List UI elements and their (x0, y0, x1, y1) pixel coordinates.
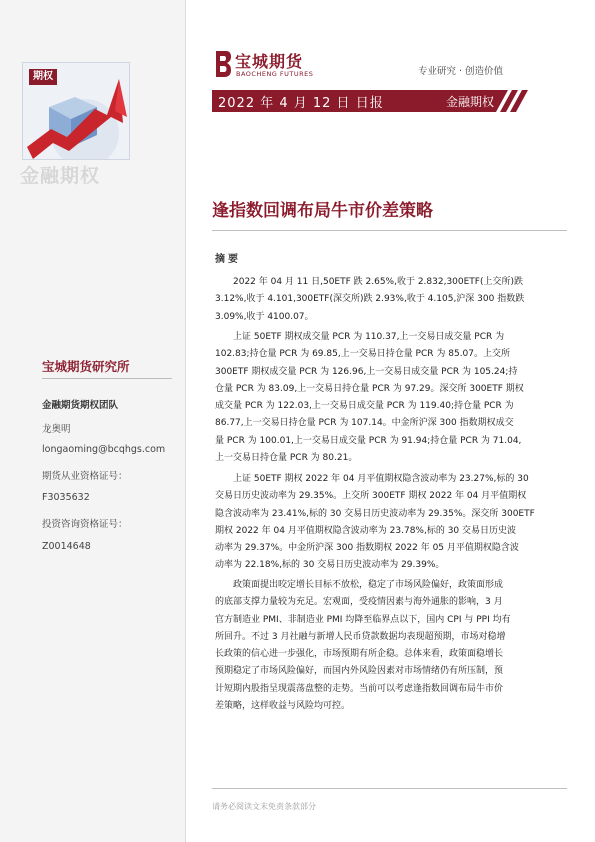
text-line: 成交量 PCR 为 122.03,上一交易日成交量 PCR 为 119.40;持仓量 PCR 为 (215, 401, 514, 412)
text-line: 上证 50ETF 期权成交量 PCR 为 110.37,上一交易日成交量 PCR 为 (233, 332, 505, 342)
brand-logo-icon (212, 49, 232, 79)
report-title: 逢指数回调布局牛市价差策略 (212, 201, 433, 221)
abstract-paragraph-1 (215, 274, 550, 326)
abstract-paragraph-2 (215, 329, 550, 467)
abstract-paragraph-3 (215, 471, 550, 575)
institute-name: 宝城期货研究所 (42, 359, 130, 374)
slogan: 专业研究 · 创造价值 (418, 66, 504, 77)
text-line: 102.83;持仓量 PCR 为 69.85,上一交易日持仓量 PCR 为 85.07。上交所 (215, 349, 511, 360)
text-line: 300ETF 期权成交量 PCR 为 126.96,上一交易日成交量 PCR 为 105.24;持 (215, 366, 518, 377)
text-line: 仓量 PCR 为 83.09,上一交易日持仓量 PCR 为 97.29。深交所 300ETF 期权 (215, 383, 524, 394)
advisory-number: Z0014648 (42, 541, 91, 552)
footer-disclaimer: 请务必阅读文末免责条款部分 (212, 802, 316, 811)
text-line: 差策略，这样收益与风险均可控。 (215, 701, 351, 712)
text-line: 预期稳定了市场风险偏好，而国内外风险因素对市场情绪仍有所压制，预 (215, 666, 504, 677)
report-date: 2022 年 4 月 12 日 日报 (218, 96, 384, 111)
text-line: 交易日历史波动率为 29.35%。上交所 300ETF 期权 2022 年 04 月平值期权 (215, 491, 527, 502)
text-line: 隐含波动率为 23.41%,标的 30 交易日历史波动率为 29.35%。深交所 300ETF (215, 508, 535, 519)
footer-divider (212, 788, 567, 789)
sidebar-divider (185, 0, 186, 842)
text-line: 官方制造业 PMI、非制造业 PMI 均降至临界点以下，国内 CPI 与 PPI 均有 (215, 614, 511, 625)
brand-name-cn: 宝城期货 (235, 52, 304, 71)
cover-tag: 期权 (29, 69, 57, 85)
text-line: 2022 年 04 月 11 日,50ETF 跌 2.65%,收于 2.832,300ETF(上交所)跌 (233, 277, 524, 287)
analyst-email[interactable]: longaoming@bcqhgs.com (42, 444, 166, 455)
advisory-label: 投资咨询资格证号： (42, 519, 128, 530)
text-line: 长政策的信心进一步强化，市场预期有所企稳。总体来看，政策面稳增长 (215, 649, 504, 660)
text-line: 86.77,上一交易日持仓量 PCR 为 107.14。中金所沪深 300 指数期权成交 (215, 418, 514, 429)
abstract-paragraph-4 (215, 577, 550, 715)
text-line: 3.12%,收于 4.101,300ETF(深交所)跌 2.93%,收于 4.105,沪深 300 指数跌 (215, 294, 525, 305)
text-line: 上一交易日持仓量 PCR 为 80.21。 (215, 453, 358, 464)
text-line: 动率为 29.37%。中金所沪深 300 指数期权 2022 年 05 月平值期权隐含波 (215, 543, 519, 554)
text-line: 所回升。不过 3 月社融与新增人民币贷款数据均表现超预期，市场对稳增 (215, 631, 506, 642)
text-line: 动率为 22.18%,标的 30 交易日历史波动率为 29.39%。 (215, 560, 445, 571)
brand-name-en: BAOCHENG FUTURES (236, 70, 314, 78)
institute-divider (42, 378, 172, 379)
text-line: 量 PCR 为 100.01,上一交易日成交量 PCR 为 91.94;持仓量 PCR 为 71.04, (215, 435, 522, 446)
text-line: 计短期内股指呈现震荡盘整的走势。当前可以考虑逢指数回调布局牛市价 (215, 683, 504, 694)
team-name: 金融期货期权团队 (42, 400, 119, 411)
report-category: 金融期权 (446, 95, 495, 109)
license-label: 期货从业资格证号： (42, 471, 128, 482)
text-line: 政策面提出咬定增长目标不放松，稳定了市场风险偏好，政策面形成 (233, 580, 504, 590)
text-line: 上证 50ETF 期权 2022 年 04 月平值期权隐含波动率为 23.27%,标的 30 (233, 474, 529, 484)
text-line: 的底部支撑力量较为充足。宏观面，受疫情因素与海外通胀的影响，3 月 (215, 597, 503, 608)
text-line: 3.09%,收于 4100.07。 (215, 311, 314, 322)
text-line: 期权 2022 年 04 月平值期权隐含波动率为 23.78%,标的 30 交易日历史波 (215, 525, 517, 536)
license-number: F3035632 (42, 492, 90, 503)
cover-thumbnail (22, 62, 130, 160)
analyst-name: 龙奥明 (42, 424, 71, 435)
title-divider (212, 230, 567, 231)
sidebar-brand: 金融期权 (20, 165, 101, 187)
abstract-label: 摘要 (215, 254, 241, 265)
